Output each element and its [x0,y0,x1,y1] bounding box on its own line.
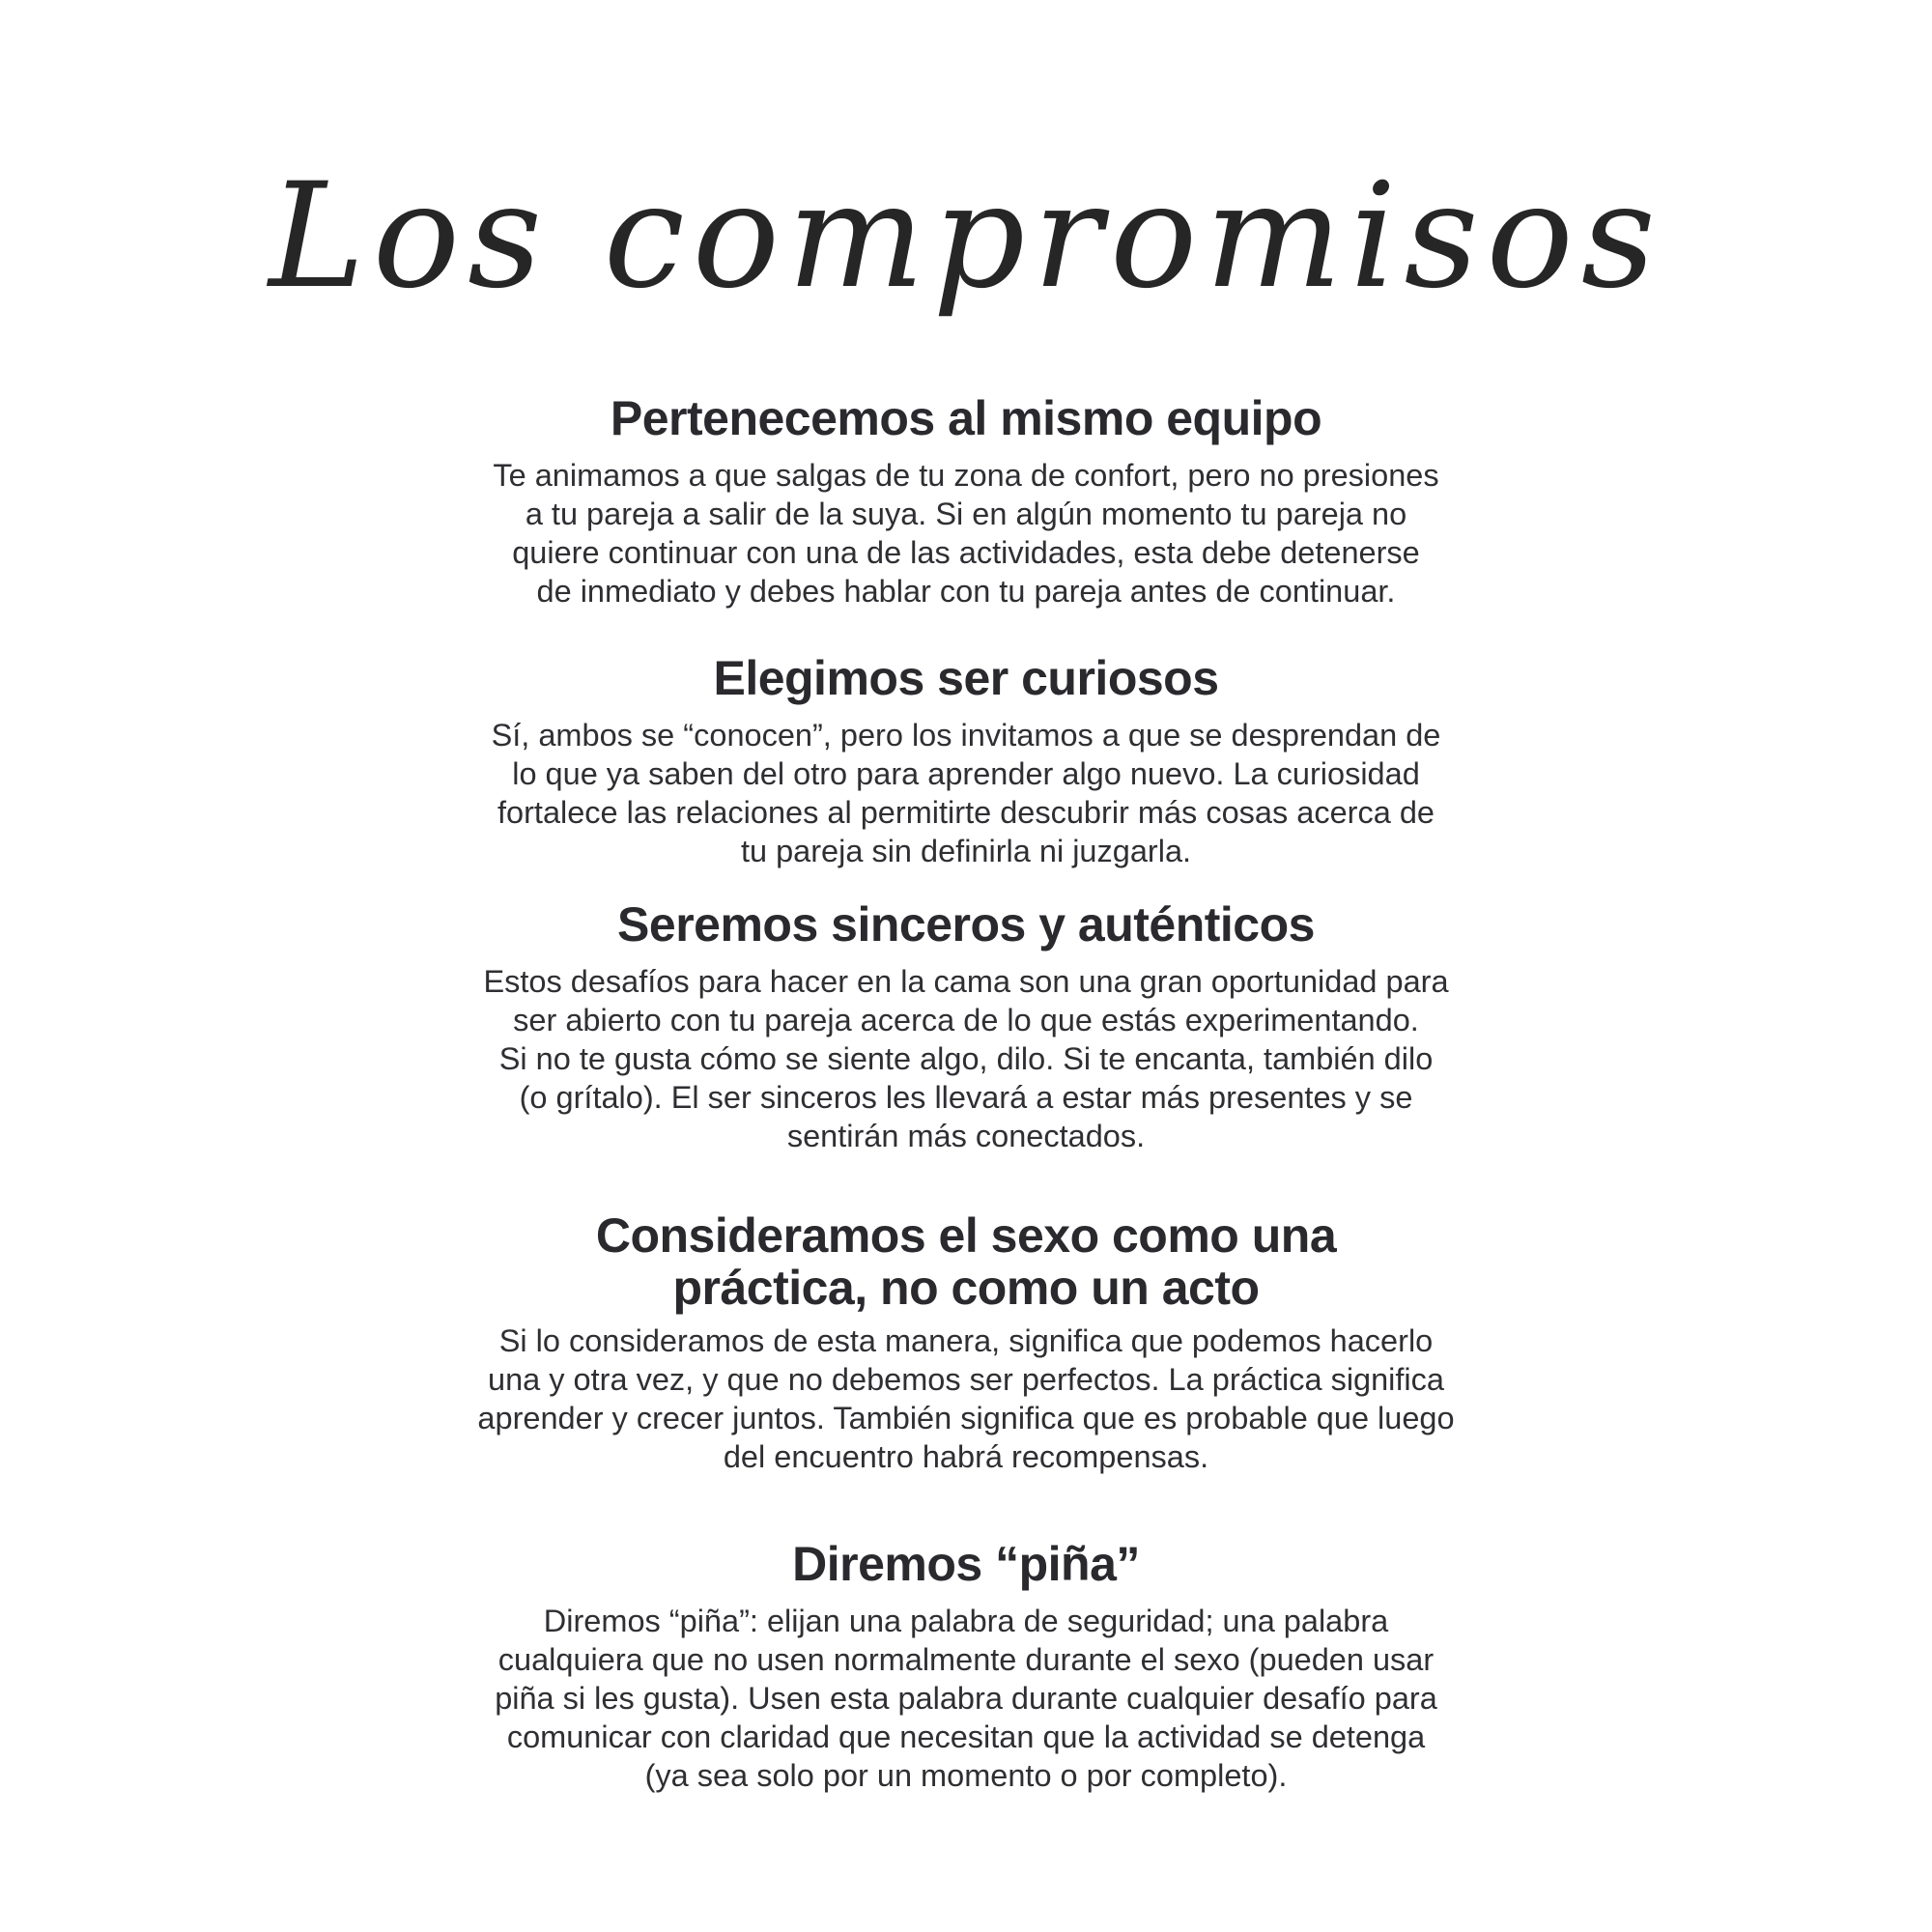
section-body: Te animamos a que salgas de tu zona de confort, pero no presiones a tu pareja a salir de la suya. Si en algún momento tu pareja no quiere continuar con una de las actividades, esta debe detenerse de inmediato y debes hablar con tu pareja antes de continuar. [493,458,1439,609]
section-safe-word [348,1538,1584,1795]
section-body: Sí, ambos se “conocen”, pero los invitamos a que se desprendan de lo que ya saben del otro para aprender algo nuevo. La curiosidad fortalece las relaciones al permitirte descubrir más cosas acerca de tu pareja sin definirla ni juzgarla. [491,718,1441,868]
section-heading: Elegimos ser curiosos [713,651,1219,705]
page-title: Los compromisos [269,153,1663,321]
section-body: Si lo consideramos de esta manera, significa que podemos hacerlo una y otra vez, y que no debemos ser perfectos. La práctica significa aprender y crecer juntos. También significa que es probable que luego del encuentro habrá recompensas. [477,1323,1455,1474]
section-heading: Consideramos el sexo como una práctica, no como un acto [595,1208,1337,1315]
section-body: Estos desafíos para hacer en la cama son una gran oportunidad para ser abierto con tu pareja acerca de lo que estás experimentando. Si no te gusta cómo se siente algo, dilo. Si te encanta, también dilo (o grítalo). El ser sinceros les llevará a estar más presentes y se sentirán más conectados. [483,964,1449,1153]
section-heading: Pertenecemos al mismo equipo [610,391,1322,445]
section-heading: Seremos sinceros y auténticos [617,897,1315,952]
section-curious [348,652,1584,870]
section-body: Diremos “piña”: elijan una palabra de seguridad; una palabra cualquiera que no usen normalmente durante el sexo (pueden usar piña si les gusta). Usen esta palabra durante cualquier desafío para comunicar con claridad que necesitan que la actividad se detenga (ya sea solo por un momento o por completo). [495,1604,1437,1793]
section-same-team [348,392,1584,611]
section-heading: Diremos “piña” [792,1537,1140,1591]
section-practice [348,1209,1584,1476]
section-sincere [348,898,1584,1155]
